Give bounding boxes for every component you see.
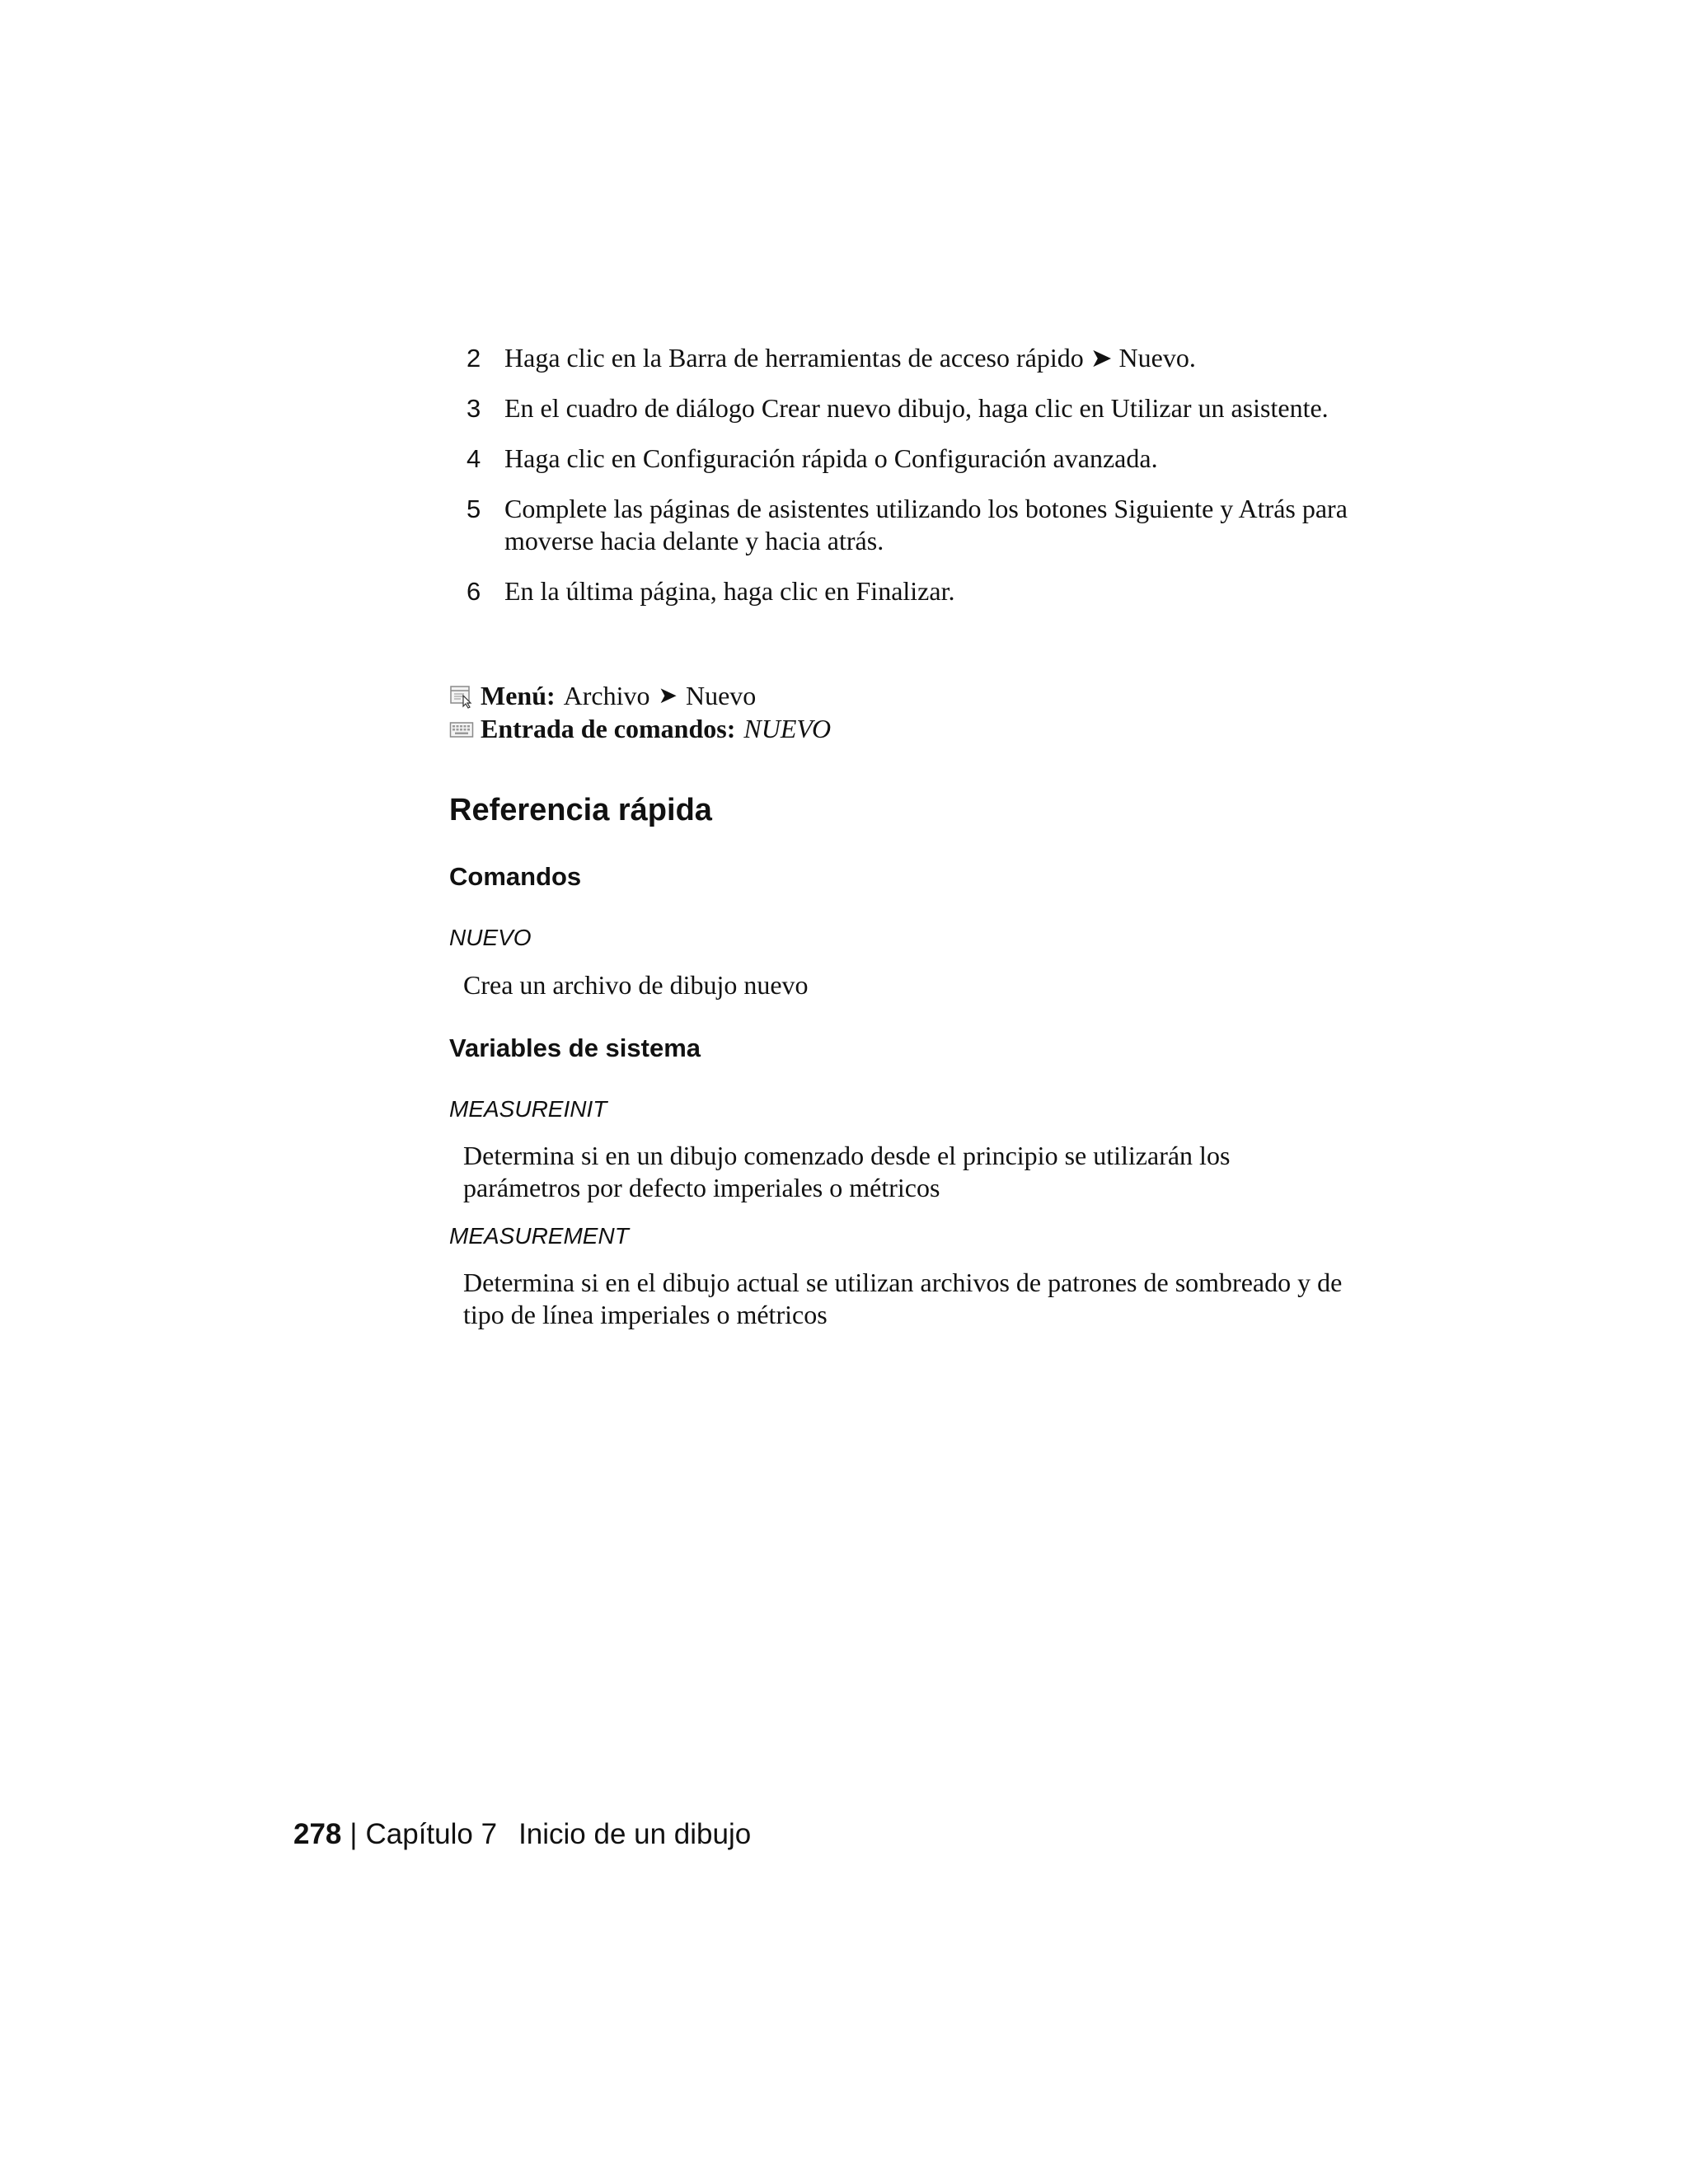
command-label: Entrada de comandos: xyxy=(481,714,736,743)
step-item xyxy=(449,392,1348,424)
step-item xyxy=(449,443,1348,475)
keyboard-icon xyxy=(449,716,474,741)
command-entry-row xyxy=(449,712,1356,745)
step-text: Haga clic en Configuración rápida o Configuración avanzada. xyxy=(504,443,1158,473)
page-number: 278 xyxy=(293,1818,342,1850)
menu-access-row xyxy=(449,679,1356,712)
subheading-comandos: Comandos xyxy=(449,862,582,891)
command-value: NUEVO xyxy=(743,714,832,743)
step-item xyxy=(449,493,1348,557)
step-number: 6 xyxy=(467,577,481,606)
menu-path-arrow: ➤ xyxy=(658,682,678,709)
chapter-label: Capítulo 7 xyxy=(365,1818,498,1850)
menu-label: Menú: xyxy=(481,681,556,710)
term-description: Crea un archivo de dibujo nuevo xyxy=(463,970,809,1000)
step-text: En la última página, haga clic en Finalizar. xyxy=(504,576,955,606)
term-description: Determina si en un dibujo comenzado desde el principio se utilizarán los parámetros por defecto imperiales o métricos xyxy=(463,1141,1231,1202)
term-measurement: MEASUREMENT xyxy=(449,1223,629,1249)
steps-list xyxy=(449,342,1348,626)
access-methods xyxy=(449,679,1356,745)
section-heading-referencia-rapida: Referencia rápida xyxy=(449,793,712,827)
step-number: 4 xyxy=(467,444,481,473)
step-number: 2 xyxy=(467,344,481,373)
menu-path-nuevo: Nuevo xyxy=(685,681,757,710)
footer-separator: | xyxy=(349,1818,358,1850)
step-item xyxy=(449,342,1348,374)
step-number: 5 xyxy=(467,494,481,523)
chapter-title: Inicio de un dibujo xyxy=(518,1818,752,1850)
step-item xyxy=(449,575,1348,607)
menu-icon xyxy=(449,683,474,708)
page-footer xyxy=(293,1816,751,1853)
step-text: En el cuadro de diálogo Crear nuevo dibujo, haga clic en Utilizar un asistente. xyxy=(504,393,1329,423)
step-text: Complete las páginas de asistentes utilizando los botones Siguiente y Atrás para moverse hacia delante y hacia atrás. xyxy=(504,494,1348,555)
term-measureinit: MEASUREINIT xyxy=(449,1096,607,1122)
step-number: 3 xyxy=(467,394,481,423)
step-text: Haga clic en la Barra de herramientas de acceso rápido ➤ Nuevo. xyxy=(504,343,1196,373)
term-description: Determina si en el dibujo actual se utilizan archivos de patrones de sombreado y de tipo de línea imperiales o métricos xyxy=(463,1268,1343,1329)
subheading-variables-de-sistema: Variables de sistema xyxy=(449,1033,701,1062)
term-nuevo: NUEVO xyxy=(449,925,532,950)
menu-path-archivo: Archivo xyxy=(563,681,650,710)
